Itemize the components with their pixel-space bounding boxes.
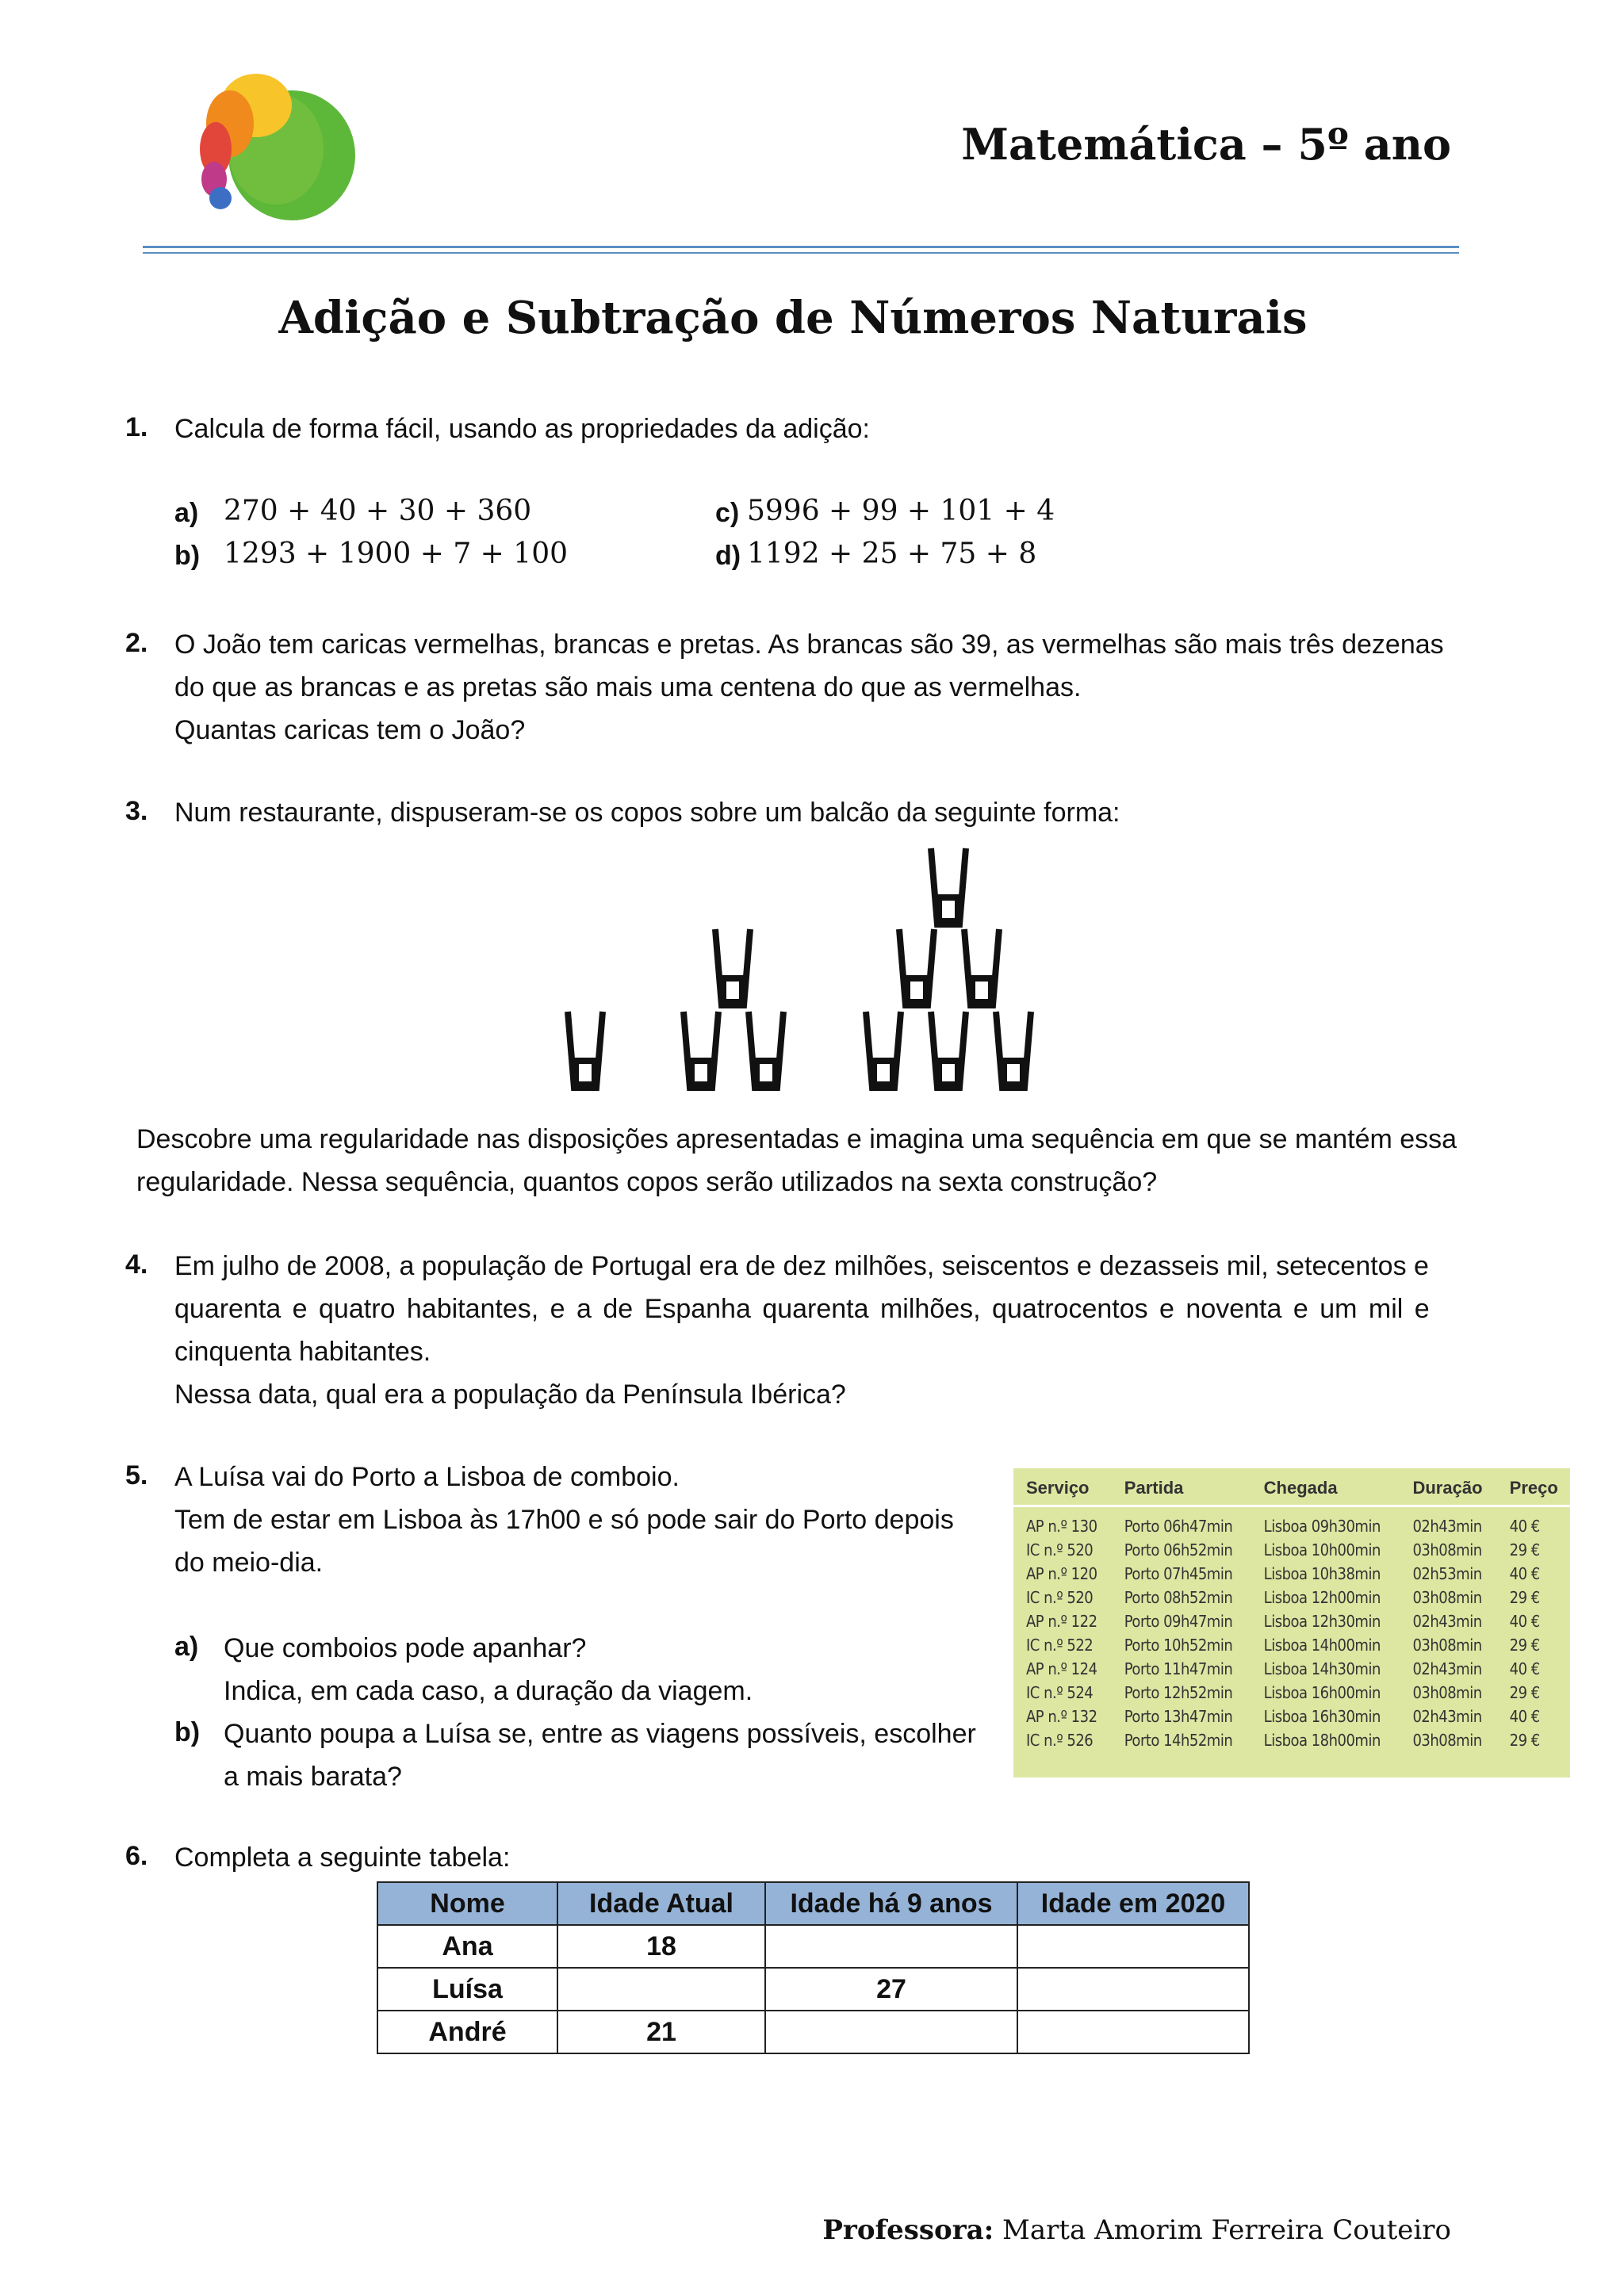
train-cell: Lisboa 10h00min <box>1263 1540 1381 1559</box>
train-cell: 29 € <box>1509 1683 1540 1702</box>
header-rule-secondary <box>143 252 1459 254</box>
train-table-row <box>1013 1609 1570 1633</box>
age-cell-9-years-ago[interactable] <box>765 1925 1017 1968</box>
question-3-line-1: Descobre uma regularidade nas disposições apresentadas e imagina uma sequência em que se mantém essa <box>136 1124 1457 1154</box>
age-cell-current[interactable] <box>557 1968 765 2011</box>
question-6-text: Completa a seguinte tabela: <box>174 1843 511 1873</box>
train-table-row <box>1013 1538 1570 1562</box>
age-table-header-row <box>377 1882 1249 1925</box>
train-cell: Porto 06h47min <box>1124 1517 1233 1536</box>
train-cell: Porto 09h47min <box>1124 1612 1233 1631</box>
train-cell: 03h08min <box>1412 1540 1482 1559</box>
q5-item-b-line-1: Quanto poupa a Luísa se, entre as viagens possíveis, escolher <box>224 1719 976 1749</box>
train-cell: 02h53min <box>1412 1564 1482 1583</box>
glass-icon <box>863 1008 904 1096</box>
question-3-line-2: regularidade. Nessa sequência, quantos copos serão utilizados na sexta construção? <box>136 1167 1158 1197</box>
q5-item-a-line-1: Que comboios pode apanhar? <box>224 1633 587 1663</box>
train-cell: 40 € <box>1509 1659 1540 1678</box>
glass-icon <box>565 1008 606 1096</box>
header-title: Matemática – 5º ano <box>961 119 1451 170</box>
train-cell: AP n.º 124 <box>1026 1659 1097 1678</box>
train-table-row <box>1013 1633 1570 1657</box>
question-4-line-4: Nessa data, qual era a população da Península Ibérica? <box>174 1380 846 1410</box>
train-cell: 02h43min <box>1412 1612 1482 1631</box>
train-cell: Lisboa 10h38min <box>1263 1564 1381 1583</box>
question-3-text: Num restaurante, dispuseram-se os copos sobre um balcão da seguinte forma: <box>174 798 1120 828</box>
q1-item-d-label: d) <box>715 541 741 571</box>
train-cell: 03h08min <box>1412 1636 1482 1655</box>
age-cell-2020[interactable] <box>1017 1925 1249 1968</box>
train-cell: Porto 08h52min <box>1124 1588 1233 1607</box>
train-cell: AP n.º 132 <box>1026 1707 1097 1726</box>
train-table-row <box>1013 1728 1570 1752</box>
train-cell: AP n.º 130 <box>1026 1517 1097 1536</box>
train-header-arrival: Chegada <box>1251 1468 1400 1506</box>
question-5-number: 5. <box>125 1460 148 1490</box>
train-cell: 03h08min <box>1412 1683 1482 1702</box>
question-2-line-2: do que as brancas e as pretas são mais uma centena do que as vermelhas. <box>174 672 1082 702</box>
age-cell-current[interactable]: 21 <box>557 2011 765 2053</box>
train-cell: 40 € <box>1509 1564 1540 1583</box>
train-header-service: Serviço <box>1013 1468 1112 1506</box>
footer-teacher-name: Marta Amorim Ferreira Couteiro <box>1002 2214 1451 2246</box>
train-table-row <box>1013 1562 1570 1586</box>
train-header-duration: Duração <box>1400 1468 1496 1506</box>
question-4-number: 4. <box>125 1249 148 1280</box>
age-table-row <box>377 1968 1249 2011</box>
train-cell: AP n.º 120 <box>1026 1564 1097 1583</box>
q1-item-a-expression: 270 + 40 + 30 + 360 <box>224 495 532 527</box>
train-cell: 40 € <box>1509 1707 1540 1726</box>
school-logo <box>181 62 363 228</box>
train-cell: Lisboa 14h30min <box>1263 1659 1381 1678</box>
question-2-number: 2. <box>125 628 148 658</box>
train-cell: 03h08min <box>1412 1731 1482 1750</box>
question-5-line-1: A Luísa vai do Porto a Lisboa de comboio. <box>174 1462 680 1492</box>
q5-item-b-line-2: a mais barata? <box>224 1762 402 1792</box>
age-header-current-age: Idade Atual <box>557 1882 765 1925</box>
question-1-text: Calcula de forma fácil, usando as propriedades da adição: <box>174 414 870 444</box>
train-cell: IC n.º 526 <box>1026 1731 1094 1750</box>
question-4-line-2: quarenta e quatro habitantes, e a de Espanha quarenta milhões, quatrocentos e noventa e um mil e <box>174 1294 1430 1324</box>
age-table-row <box>377 1925 1249 1968</box>
question-2-line-3: Quantas caricas tem o João? <box>174 715 526 745</box>
train-cell: Porto 10h52min <box>1124 1636 1233 1655</box>
train-cell: Lisboa 16h00min <box>1263 1683 1381 1702</box>
train-cell: IC n.º 522 <box>1026 1636 1094 1655</box>
q1-item-b-expression: 1293 + 1900 + 7 + 100 <box>224 538 569 570</box>
train-cell: Lisboa 16h30min <box>1263 1707 1381 1726</box>
train-cell: IC n.º 524 <box>1026 1683 1094 1702</box>
train-cell: Porto 07h45min <box>1124 1564 1233 1583</box>
age-cell-name: Ana <box>377 1925 557 1968</box>
train-cell: Porto 12h52min <box>1124 1683 1233 1702</box>
q5-item-a-line-2: Indica, em cada caso, a duração da viagem. <box>224 1676 753 1706</box>
train-cell: IC n.º 520 <box>1026 1588 1094 1607</box>
train-cell: 29 € <box>1509 1588 1540 1607</box>
question-6-number: 6. <box>125 1841 148 1871</box>
question-5-line-3: do meio-dia. <box>174 1548 324 1578</box>
train-table-row <box>1013 1705 1570 1728</box>
footer-label: Professora: <box>822 2214 994 2246</box>
glass-icon <box>896 926 937 1013</box>
train-cell: 03h08min <box>1412 1588 1482 1607</box>
q1-item-c-label: c) <box>715 498 740 528</box>
train-table-header-row <box>1013 1468 1570 1506</box>
age-cell-9-years-ago[interactable]: 27 <box>765 1968 1017 2011</box>
age-cell-name: André <box>377 2011 557 2053</box>
train-header-departure: Partida <box>1112 1468 1251 1506</box>
age-header-age-in-2020: Idade em 2020 <box>1017 1882 1249 1925</box>
age-header-age-9-years-ago: Idade há 9 anos <box>765 1882 1017 1925</box>
train-cell: 29 € <box>1509 1731 1540 1750</box>
train-cell: Lisboa 12h00min <box>1263 1588 1381 1607</box>
train-cell: 02h43min <box>1412 1707 1482 1726</box>
train-cell: Lisboa 18h00min <box>1263 1731 1381 1750</box>
train-cell: Lisboa 14h00min <box>1263 1636 1381 1655</box>
train-cell: AP n.º 122 <box>1026 1612 1097 1631</box>
age-table-row <box>377 2011 1249 2053</box>
train-cell: 29 € <box>1509 1636 1540 1655</box>
train-cell: IC n.º 520 <box>1026 1540 1094 1559</box>
glass-icon <box>745 1008 787 1096</box>
train-cell: Porto 13h47min <box>1124 1707 1233 1726</box>
q1-item-d-expression: 1192 + 25 + 75 + 8 <box>747 538 1037 570</box>
glass-icon <box>993 1008 1034 1096</box>
glass-icon <box>928 1008 969 1096</box>
glass-icon <box>961 926 1002 1013</box>
question-3-number: 3. <box>125 796 148 826</box>
train-table-row <box>1013 1681 1570 1705</box>
question-1-number: 1. <box>125 412 148 442</box>
age-header-name: Nome <box>377 1882 557 1925</box>
train-cell: Lisboa 12h30min <box>1263 1612 1381 1631</box>
page-title: Adição e Subtração de Números Naturais <box>278 292 1308 344</box>
train-cell: 40 € <box>1509 1517 1540 1536</box>
train-cell: 29 € <box>1509 1540 1540 1559</box>
age-cell-name: Luísa <box>377 1968 557 2011</box>
q1-item-b-label: b) <box>174 541 201 571</box>
train-table-row <box>1013 1506 1570 1539</box>
glass-icon <box>680 1008 722 1096</box>
glass-icon <box>712 926 753 1013</box>
train-header-price: Preço <box>1497 1468 1570 1506</box>
q1-item-a-label: a) <box>174 498 199 528</box>
question-4-line-1: Em julho de 2008, a população de Portugal era de dez milhões, seiscentos e dezasseis mil, setecentos e <box>174 1251 1429 1281</box>
age-cell-2020[interactable] <box>1017 1968 1249 2011</box>
question-4-line-3: cinquenta habitantes. <box>174 1337 431 1367</box>
train-cell: Porto 06h52min <box>1124 1540 1233 1559</box>
train-cell: 40 € <box>1509 1612 1540 1631</box>
age-cell-9-years-ago[interactable] <box>765 2011 1017 2053</box>
train-schedule-table <box>1013 1468 1570 1777</box>
question-5-line-2: Tem de estar em Lisboa às 17h00 e só pode sair do Porto depois <box>174 1505 954 1535</box>
header-rule <box>143 246 1459 248</box>
glass-icon <box>928 845 969 932</box>
train-cell: 02h43min <box>1412 1659 1482 1678</box>
train-table-row <box>1013 1586 1570 1609</box>
age-cell-current[interactable]: 18 <box>557 1925 765 1968</box>
q1-item-c-expression: 5996 + 99 + 101 + 4 <box>747 495 1055 527</box>
train-cell: Porto 14h52min <box>1124 1731 1233 1750</box>
question-2-line-1: O João tem caricas vermelhas, brancas e pretas. As brancas são 39, as vermelhas são mais três dezenas <box>174 629 1444 660</box>
q5-item-a-label: a) <box>174 1632 199 1662</box>
q5-item-b-label: b) <box>174 1717 201 1747</box>
age-cell-2020[interactable] <box>1017 2011 1249 2053</box>
train-cell: 02h43min <box>1412 1517 1482 1536</box>
age-table <box>377 1881 1250 2054</box>
footer-teacher <box>822 2214 1451 2246</box>
train-table-row <box>1013 1657 1570 1681</box>
train-cell: Porto 11h47min <box>1124 1659 1233 1678</box>
train-cell: Lisboa 09h30min <box>1263 1517 1381 1536</box>
